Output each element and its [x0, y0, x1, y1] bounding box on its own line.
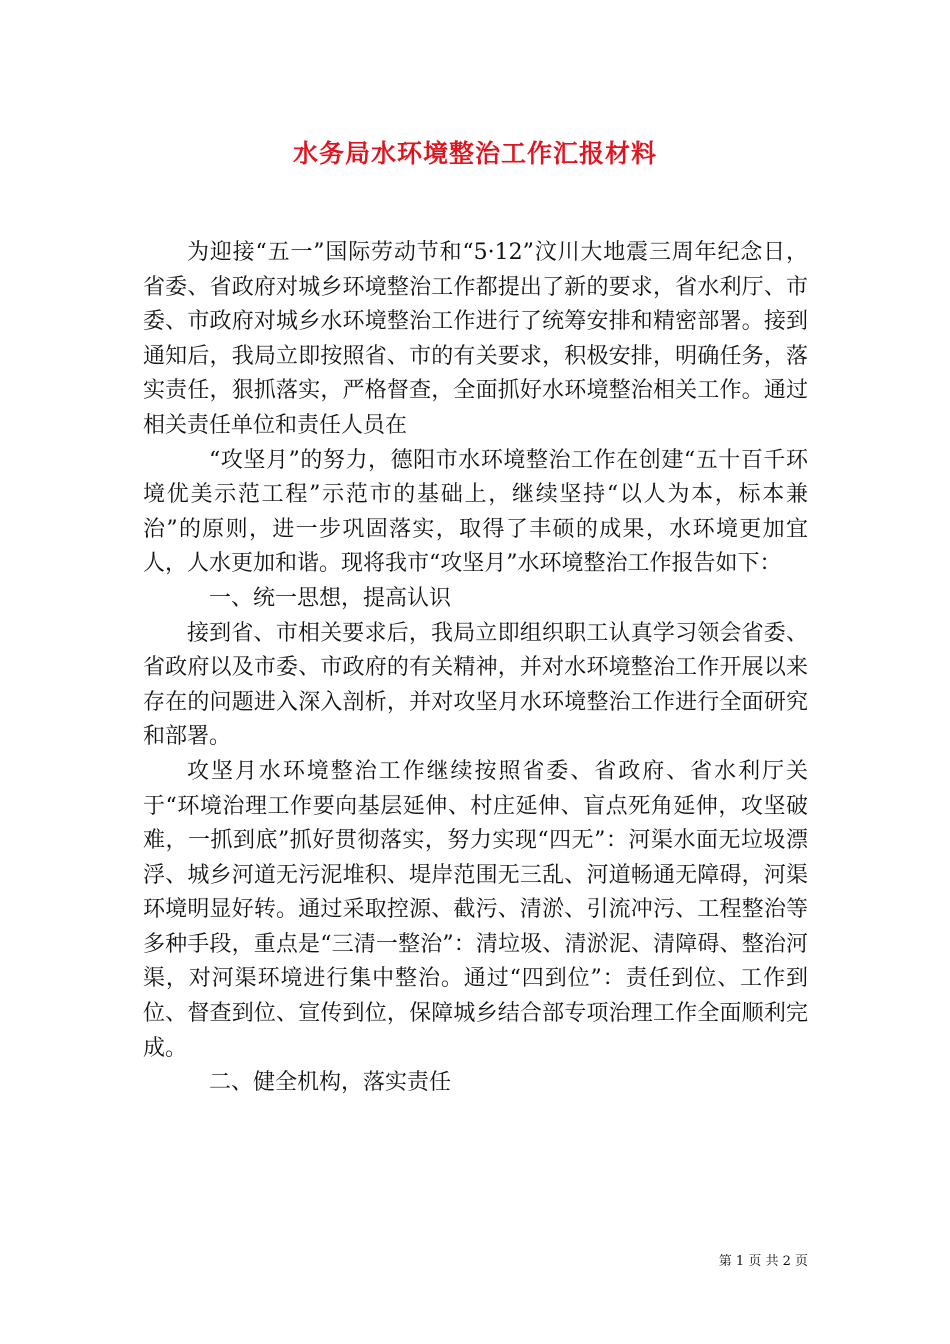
paragraph-campaign-results: “攻坚月”的努力，德阳市水环境整治工作在创建“五十百千环境优美示范工程”示范市的基础上，继续坚持“以人为本，标本兼治”的原则，进一步巩固落实，取得了丰硕的成果，水环境更加宜人，人水更加和谐。现将我市“攻坚月”水环境整治工作报告如下：: [143, 447, 808, 577]
section-heading-1: 一、统一思想，提高认识: [209, 585, 452, 611]
paragraph-intro: 为迎接“五一”国际劳动节和“5·12”汶川大地震三周年纪念日，省委、省政府对城乡环境整治工作都提出了新的要求，省水利厅、市委、市政府对城乡水环境整治工作进行了统筹安排和精密部署。接到通知后，我局立即按照省、市的有关要求，积极安排，明确任务，落实责任，狠抓落实，严格督查，全面抓好水环境整治相关工作。通过相关责任单位和责任人员在: [143, 240, 808, 438]
document-body: [143, 236, 808, 1101]
paragraph-section-1-a: 接到省、市相关要求后，我局立即组织职工认真学习领会省委、省政府以及市委、市政府的有关精神，并对水环境整治工作开展以来存在的问题进入深入剖析，并对攻坚月水环境整治工作进行全面研究和部署。: [143, 620, 808, 750]
document-title: 水务局水环境整治工作汇报材料: [292, 139, 657, 168]
section-heading-2: 二、健全机构，落实责任: [209, 1070, 452, 1096]
paragraph-section-1-b: 攻坚月水环境整治工作继续按照省委、省政府、省水利厅关于“环境治理工作要向基层延伸、村庄延伸、盲点死角延伸，攻坚破难，一抓到底”抓好贯彻落实，努力实现“四无”：河渠水面无垃圾漂浮、城乡河道无污泥堆积、堤岸范围无三乱、河道畅通无障碍，河渠环境明显好转。通过采取控源、截污、清淤、引流冲污、工程整治等多种手段，重点是“三清一整治”：清垃圾、清淤泥、清障碍、整治河渠，对河渠环境进行集中整治。通过“四到位”：责任到位、工作到位、督查到位、宣传到位，保障城乡结合部专项治理工作全面顺利完成。: [143, 758, 808, 1061]
page-number: 第 1 页 共 2 页: [718, 1254, 808, 1269]
